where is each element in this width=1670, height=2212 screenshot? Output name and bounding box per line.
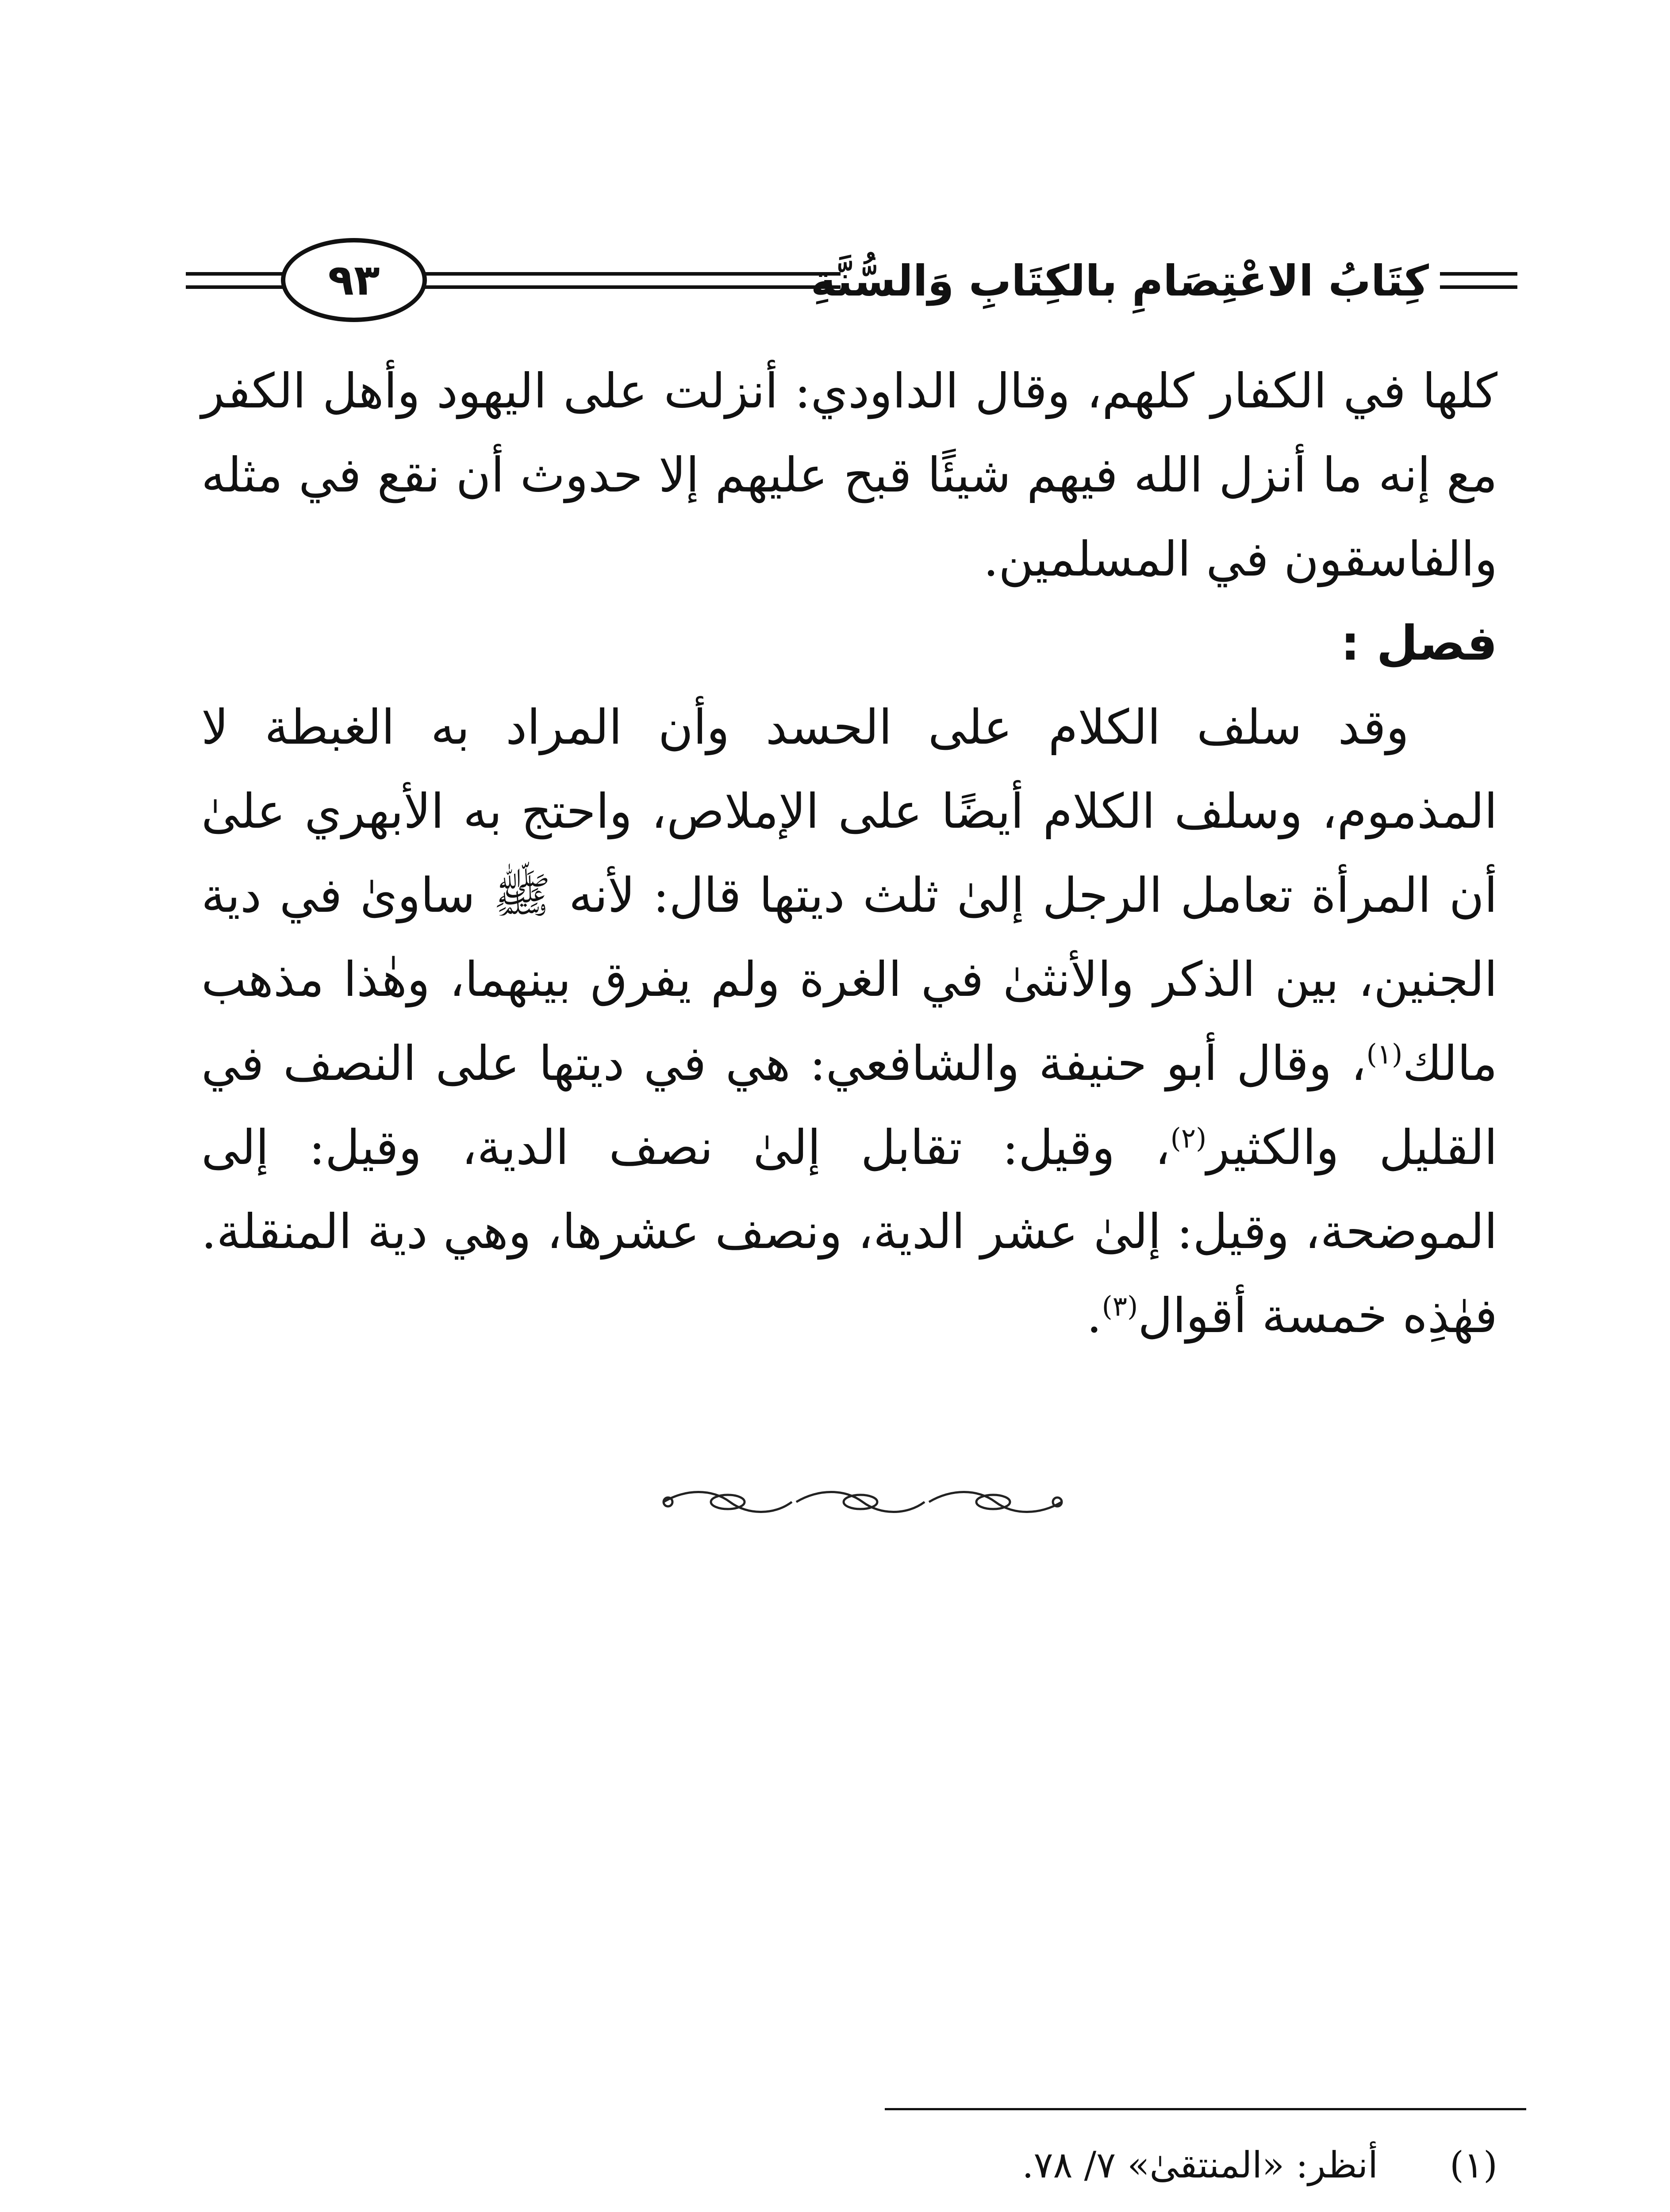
footnote-number-2 (1450, 2203, 1497, 2212)
paragraph-section (201, 686, 1497, 1358)
page-number: ٩٣ (281, 238, 427, 322)
footnote-separator (885, 2108, 1526, 2110)
footnote-ref-2[interactable]: (٢) (1170, 1122, 1207, 1154)
footnote-ref-1[interactable]: (١) (1366, 1038, 1403, 1070)
footnote-1 (201, 2128, 1497, 2203)
running-title: كِتَابُ الاعْتِصَامِ بالكِتَابِ وَالسُّنَّةِ (810, 256, 1429, 306)
paragraph-end: . (1086, 1288, 1102, 1344)
paragraph-text-1: وقد سلف الكلام على الحسد وأن المراد به الغبطة لا المذموم، وسلف الكلام أيضًا على الإملاص، واحتج به الأبهري علىٰ أن المرأة تعامل الرجل إلىٰ ثلث ديتها قال: لأنه ﷺ ساوىٰ في دية الجنين، بين الذكر والأنثىٰ في الغرة ولم يفرق بينهما، وهٰذا مذهب مالك (201, 700, 1497, 1091)
page-header (186, 230, 1517, 332)
section-heading: فصل : (1340, 616, 1497, 671)
floral-divider-icon (659, 1486, 1066, 1517)
header-rule-right-1 (1440, 272, 1517, 276)
footnote-number-1: (١) (1449, 2144, 1497, 2186)
footnote-2 (201, 2203, 1497, 2212)
main-text (201, 349, 1497, 1358)
footnote-text-1: أنظر: «المنتقىٰ» ٧/ ٧٨. (1022, 2144, 1378, 2186)
paragraph-continued: كلها في الكفار كلهم، وقال الداودي: أنزلت على اليهود وأهل الكفر مع إنه ما أنزل الله فيهم شيئًا قبح عليهم إلا حدوث أن نقع في مثله والفاسقون في المسلمين. (201, 364, 1497, 587)
paragraph-text-3: ، وقيل: تقابل إلىٰ نصف الدية، وقيل: إلى الموضحة، وقيل: إلىٰ عشر الدية، ونصف عشرها، وهي دية المنقلة. فهٰذِه خمسة أقوال (201, 1120, 1497, 1344)
header-rule-right-2 (1440, 285, 1517, 289)
footnote-ref-3[interactable]: (٣) (1102, 1290, 1138, 1322)
footnotes (201, 2128, 1497, 2212)
paragraph-text-2: ، وقال أبو حنيفة والشافعي: هي في ديتها على النصف في القليل والكثير (201, 1036, 1497, 1175)
